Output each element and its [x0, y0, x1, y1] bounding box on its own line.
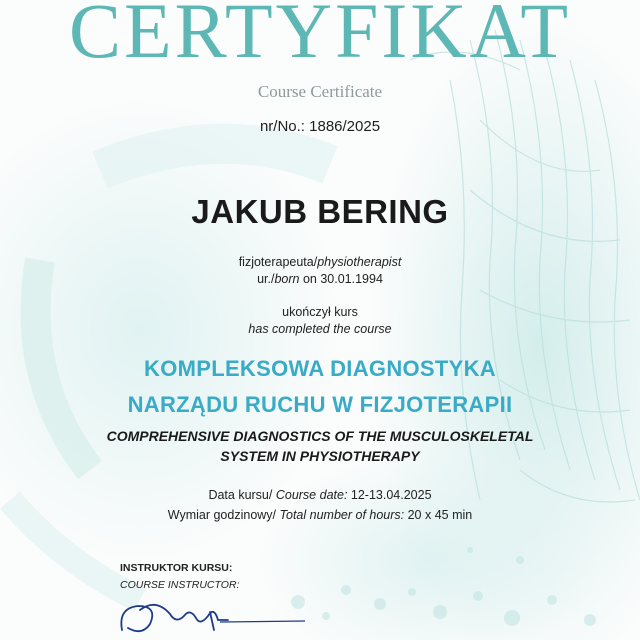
course-title-en-line1: COMPREHENSIVE DIAGNOSTICS OF THE MUSCULOSKELETAL — [106, 428, 534, 444]
course-title-pl-line1: KOMPLEKSOWA DIAGNOSTYKA — [144, 356, 496, 381]
hours-label-pl: Wymiar godzinowy/ — [167, 508, 277, 522]
date-label-en: Course date: — [275, 488, 348, 502]
number-value: 1886/2025 — [309, 118, 381, 135]
completed-text-pl: ukończył kurs — [282, 305, 358, 319]
recipient-name: JAKUB BERING — [191, 193, 449, 230]
course-title-pl-line2: NARZĄDU RUCHU W FIZJOTERAPII — [127, 392, 513, 417]
born-en: born — [274, 272, 300, 286]
completed-text-en: has completed the course — [248, 322, 392, 336]
instructor-signature — [110, 590, 310, 640]
born-on: on 30.01.1994 — [302, 272, 383, 286]
course-date — [0, 488, 640, 502]
recipient-born — [0, 272, 640, 286]
course-title-en-line2: SYSTEM IN PHYSIOTHERAPY — [220, 448, 420, 464]
instructor-label-en: COURSE INSTRUCTOR: — [120, 579, 240, 591]
course-hours — [0, 508, 640, 522]
certificate-subtitle: Course Certificate — [257, 82, 383, 101]
certificate-title: CERTYFIKAT — [69, 0, 571, 74]
number-label: nr/No.: — [259, 118, 305, 135]
profession-en: physiotherapist — [317, 255, 402, 269]
instructor-label-pl: INSTRUKTOR KURSU: — [120, 562, 233, 574]
hours-label-en: Total number of hours: — [279, 508, 405, 522]
date-value: 12-13.04.2025 — [350, 488, 432, 502]
certificate-number — [0, 118, 640, 135]
date-label-pl: Data kursu/ — [208, 488, 273, 502]
recipient-profession — [0, 255, 640, 269]
born-pl: ur./ — [257, 272, 275, 286]
profession-pl: fizjoterapeuta/ — [238, 255, 318, 269]
hours-value: 20 x 45 min — [407, 508, 473, 522]
